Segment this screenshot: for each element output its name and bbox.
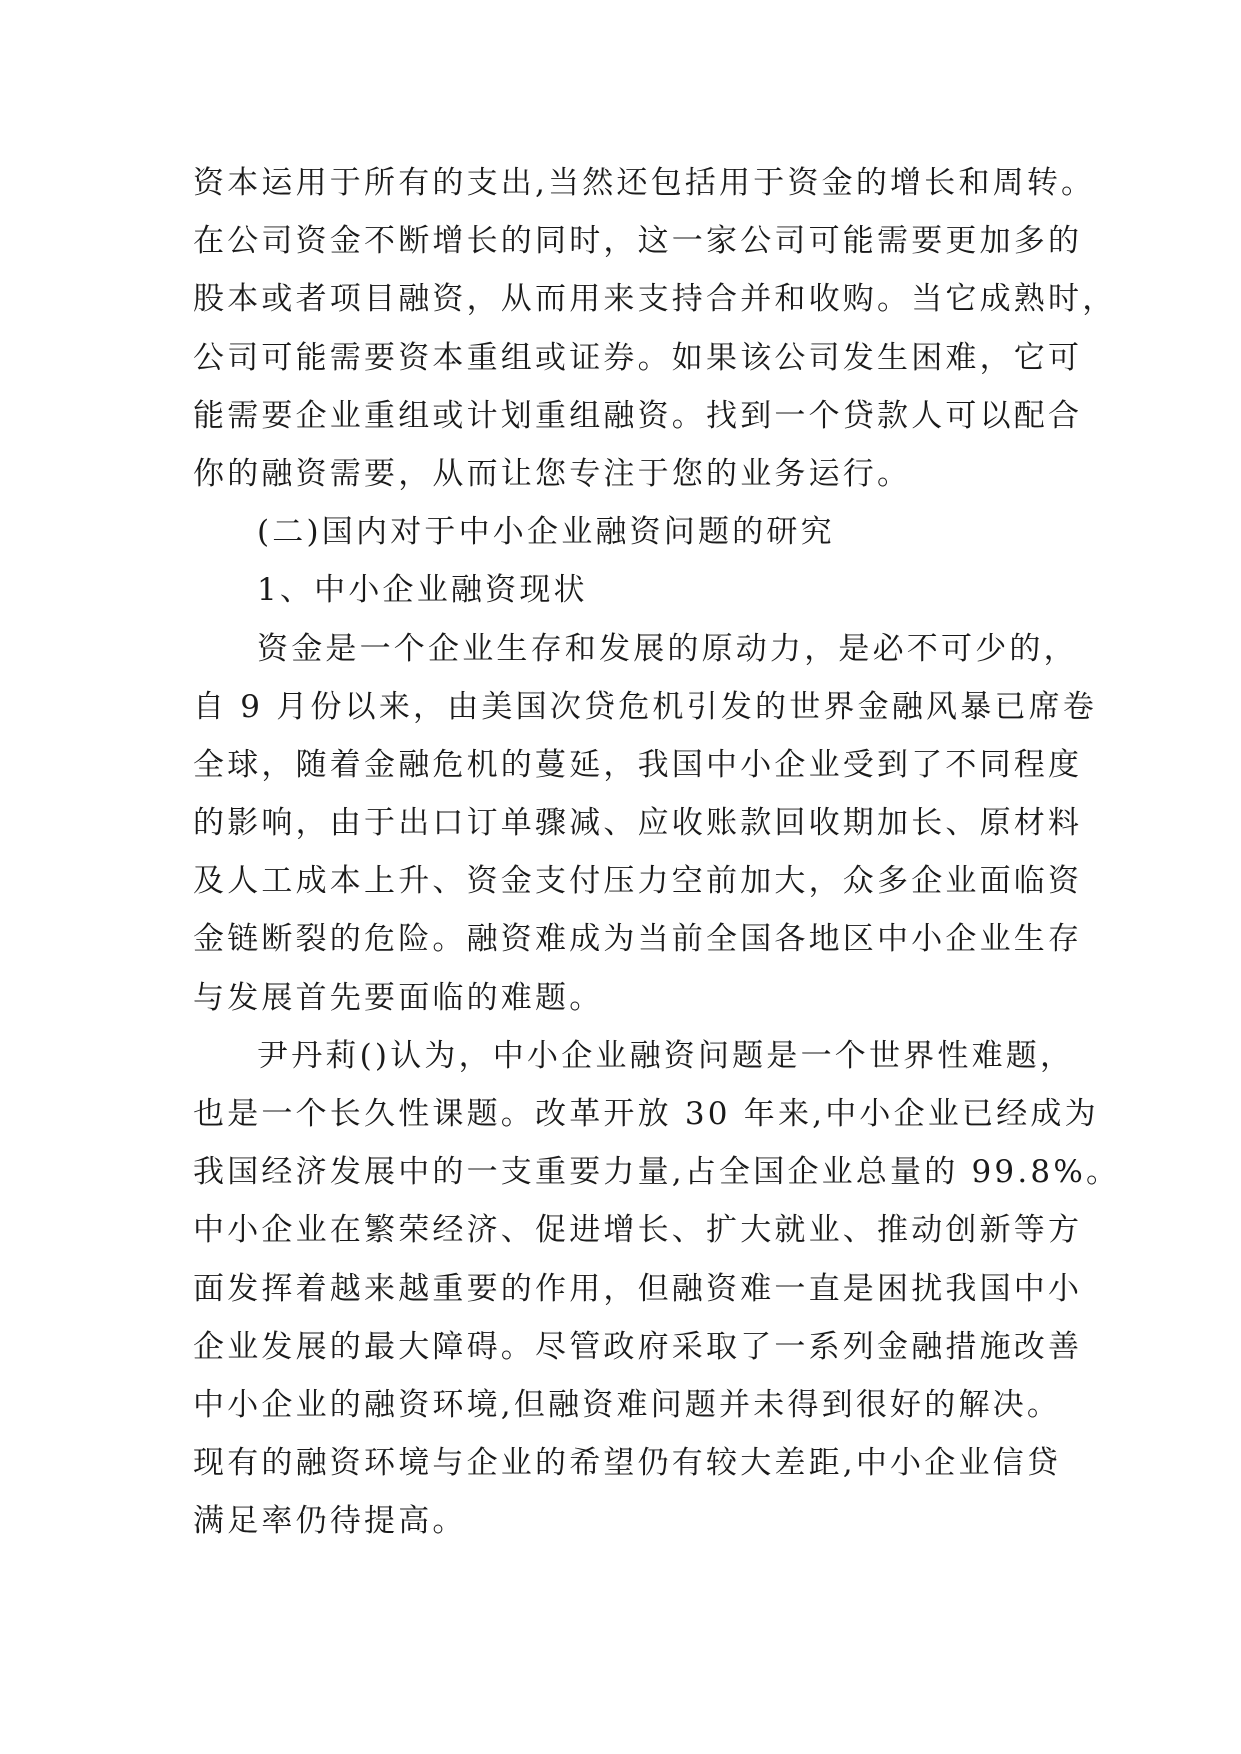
text-line: 尹丹莉()认为，中小企业融资问题是一个世界性难题， [257, 1037, 1075, 1074]
text-line: 金链断裂的危险。融资难成为当前全国各地区中小企业生存 [193, 921, 1083, 958]
text-line: 资本运用于所有的支出,当然还包括用于资金的增长和周转。 [193, 165, 1096, 201]
text-line: 自 9 月份以来，由美国次贷危机引发的世界金融风暴已席卷 [193, 688, 1098, 725]
text-line: (二)国内对于中小企业融资问题的研究 [257, 514, 835, 551]
text-line: 企业发展的最大障碍。尽管政府采取了一系列金融措施改善 [193, 1328, 1083, 1365]
text-line: 在公司资金不断增长的同时，这一家公司可能需要更加多的 [193, 223, 1083, 260]
text-line: 全球，随着金融危机的蔓延，我国中小企业受到了不同程度 [193, 746, 1083, 783]
text-line: 你的融资需要，从而让您专注于您的业务运行。 [193, 455, 912, 492]
text-line: 面发挥着越来越重要的作用，但融资难一直是困扰我国中小 [193, 1270, 1083, 1307]
text-line: 中小企业在繁荣经济、促进增长、扩大就业、推动创新等方 [193, 1212, 1083, 1249]
text-line: 股本或者项目融资，从而用来支持合并和收购。当它成熟时， [193, 281, 1117, 318]
text-line: 也是一个长久性课题。改革开放 30 年来,中小企业已经成为 [193, 1096, 1099, 1132]
document-body [193, 154, 1121, 1551]
text-line: 中小企业的融资环境,但融资难问题并未得到很好的解决。 [193, 1386, 1062, 1423]
text-line: 能需要企业重组或计划重组融资。找到一个贷款人可以配合 [193, 397, 1083, 434]
text-line: 的影响，由于出口订单骤减、应收账款回收期加长、原材料 [193, 805, 1083, 842]
text-line: 资金是一个企业生存和发展的原动力，是必不可少的， [257, 630, 1078, 667]
text-line: 公司可能需要资本重组或证券。如果该公司发生困难，它可 [193, 339, 1083, 376]
text-line: 我国经济发展中的一支重要力量,占全国企业总量的 99.8%。 [193, 1154, 1121, 1191]
text-line: 与发展首先要面临的难题。 [193, 979, 604, 1016]
text-line: 满足率仍待提高。 [193, 1503, 467, 1540]
text-line: 及人工成本上升、资金支付压力空前加大，众多企业面临资 [193, 863, 1083, 900]
text-line: 现有的融资环境与企业的希望仍有较大差距,中小企业信贷 [193, 1445, 1062, 1482]
text-line: 1、中小企业融资现状 [257, 572, 588, 609]
